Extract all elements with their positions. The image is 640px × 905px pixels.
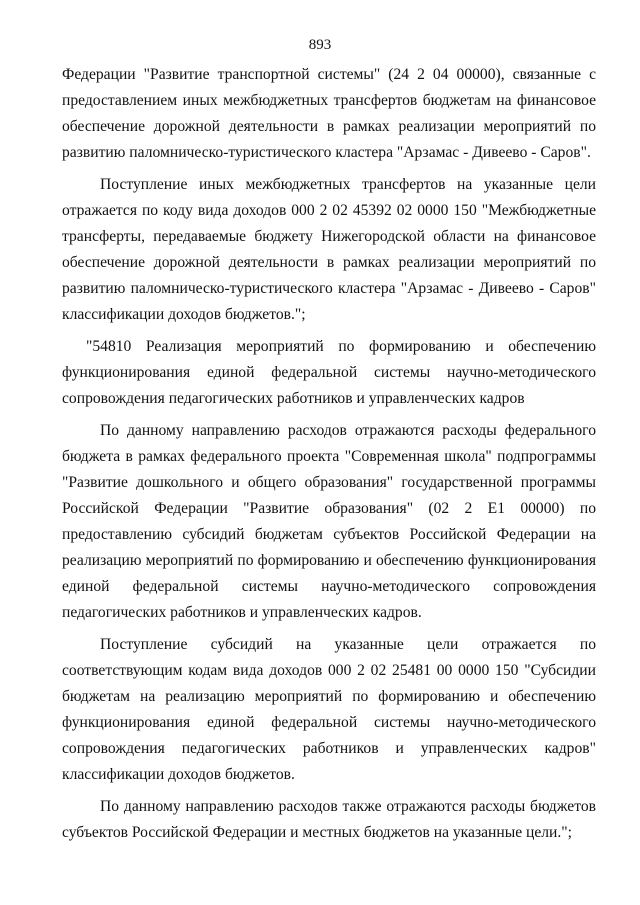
document-body (62, 62, 596, 852)
paragraph-revenue-subsidies: Поступление субсидий на указанные цели отражается по соответствующим кодам вида доходов 000 2 02 25481 00 0000 150 "Субсидии бюджетам на реализацию мероприятий по формированию и обеспечению функционирования единой федеральной системы научно-методического сопровождения педагогических работников и управленческих кадров" классификации доходов бюджетов. (62, 636, 596, 783)
paragraph-expense-code-heading: "54810 Реализация мероприятий по формированию и обеспечению функционирования единой федеральной системы научно-методического сопровождения педагогических работников и управленческих кадров (62, 338, 596, 407)
paragraph-revenue-transfers: Поступление иных межбюджетных трансфертов на указанные цели отражается по коду вида доходов 000 2 02 45392 02 0000 150 "Межбюджетные трансферты, передаваемые бюджету Нижегородской области на финансовое обеспечение дорожной деятельности в рамках реализации мероприятий по развитию паломническо-туристического кластера "Арзамас - Дивеево - Саров" классификации доходов бюджетов."; (62, 176, 596, 323)
paragraph-continuation: Федерации "Развитие транспортной системы" (24 2 04 00000), связанные с предоставлением иных межбюджетных трансфертов бюджетам на финансовое обеспечение дорожной деятельности в рамках реализации мероприятий по развитию паломническо-туристического кластера "Арзамас - Дивеево - Саров". (62, 66, 596, 161)
page-number: 893 (308, 37, 332, 53)
paragraph-expense-description: По данному направлению расходов отражаются расходы федерального бюджета в рамках федерального проекта "Современная школа" подпрограммы "Развитие дошкольного и общего образования" государственной программы Российской Федерации "Развитие образования" (02 2 E1 00000) по предоставлению субсидий бюджетам субъектов Российской Федерации на реализацию мероприятий по формированию и обеспечению функционирования единой федеральной системы научно-методического сопровождения педагогических работников и управленческих кадров. (62, 422, 596, 621)
paragraph-regional-expenses: По данному направлению расходов также отражаются расходы бюджетов субъектов Российской Федерации и местных бюджетов на указанные цели."; (62, 798, 596, 841)
